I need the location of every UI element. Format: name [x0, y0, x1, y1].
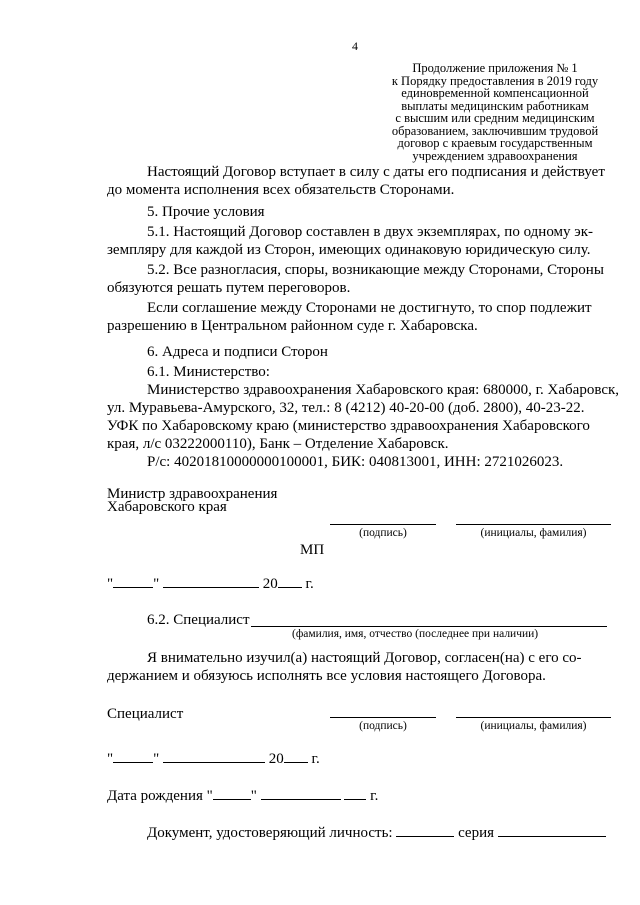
date-year-suffix: г. — [311, 751, 320, 767]
date-month-field[interactable] — [163, 574, 259, 588]
minister-title-line-2: Хабаровского края — [107, 499, 227, 515]
specialist-signature-line[interactable] — [330, 717, 436, 718]
specialist-sign-label: Специалист — [107, 706, 184, 722]
date-year-field[interactable] — [284, 749, 308, 763]
clause-6-1: 6.1. Министерство: — [147, 364, 270, 380]
ministry-address-line-4: края, л/с 03222000110), Банк – Отделение Хабаровск. — [107, 436, 449, 452]
specialist-fio-caption: (фамилия, имя, отчество (последнее при наличии) — [292, 628, 539, 640]
birth-year-suffix: г. — [370, 788, 379, 804]
birth-date — [107, 786, 378, 805]
page-number: 4 — [352, 39, 358, 53]
birth-year-field[interactable] — [344, 786, 366, 800]
date-day-field[interactable] — [113, 749, 153, 763]
birth-month-field[interactable] — [261, 786, 341, 800]
series-label: серия — [458, 825, 495, 841]
intro-line-2: до момента исполнения всех обязательств Сторонами. — [107, 182, 455, 198]
clause-5-1-line-1: 5.1. Настоящий Договор составлен в двух экземплярах, по одному эк- — [147, 224, 593, 240]
date-quote-close: " — [153, 576, 160, 592]
clause-5-1-line-2: земпляру для каждой из Сторон, имеющих одинаковую юридическую силу. — [107, 242, 591, 258]
intro-line-1: Настоящий Договор вступает в силу с даты его подписания и действует — [147, 164, 605, 180]
header-line: Продолжение приложения № 1 — [412, 61, 578, 75]
birth-date-label: Дата рождения — [107, 788, 203, 804]
header-line: с высшим или средним медицинским — [395, 111, 595, 125]
minister-signature-line[interactable] — [330, 524, 436, 525]
clause-5-3-line-2: разрешению в Центральном районном суде г. Хабаровска. — [107, 318, 478, 334]
date-day-field[interactable] — [113, 574, 153, 588]
minister-initials-line[interactable] — [456, 524, 611, 525]
section-5-title: 5. Прочие условия — [147, 204, 265, 220]
ministry-address-line-3: УФК по Хабаровскому краю (министерство здравоохранения Хабаровского — [107, 418, 590, 434]
date-year-suffix: г. — [305, 576, 314, 592]
date-year-prefix: 20 — [262, 576, 278, 592]
birth-quote-open: " — [206, 788, 213, 804]
stamp-placeholder: МП — [300, 542, 325, 558]
specialist-fio-line[interactable] — [251, 626, 607, 627]
identity-document-label: Документ, удостоверяющий личность: — [147, 825, 393, 841]
specialist-signature-caption: (подпись) — [359, 720, 407, 732]
header-line: единовременной компенсационной — [401, 86, 589, 100]
date-quote-close: " — [153, 751, 160, 767]
date-year-field[interactable] — [278, 574, 302, 588]
birth-quote-close: " — [250, 788, 257, 804]
date-year-prefix: 20 — [268, 751, 284, 767]
clause-5-3-line-1: Если соглашение между Сторонами не достигнуто, то спор подлежит — [147, 300, 592, 316]
minister-title-line-1: Министр здравоохранения — [107, 486, 278, 502]
identity-document — [147, 823, 606, 842]
acknowledgement-line-1: Я внимательно изучил(а) настоящий Договор, согласен(на) с его со- — [147, 650, 582, 666]
ministry-address-line-1: Министерство здравоохранения Хабаровского края: 680000, г. Хабаровск, — [147, 382, 620, 398]
series-field[interactable] — [498, 823, 606, 837]
header-line: учреждением здравоохранения — [412, 149, 578, 163]
specialist-initials-line[interactable] — [456, 717, 611, 718]
specialist-label: 6.2. Специалист — [147, 612, 250, 628]
specialist-initials-caption: (инициалы, фамилия) — [480, 720, 587, 732]
ministry-address-line-2: ул. Муравьева-Амурского, 32, тел.: 8 (4212) 40-20-00 (доб. 2800), 40-23-22. — [107, 400, 585, 416]
identity-document-type-field[interactable] — [396, 823, 454, 837]
date-quote-open: " — [107, 751, 114, 767]
birth-day-field[interactable] — [213, 786, 251, 800]
specialist-date — [107, 749, 320, 768]
header-line: образованием, заключившим трудовой — [391, 124, 599, 138]
minister-initials-caption: (инициалы, фамилия) — [480, 527, 587, 539]
section-6-title: 6. Адреса и подписи Сторон — [147, 344, 328, 360]
clause-5-2-line-2: обязуются решать путем переговоров. — [107, 280, 351, 296]
header-line: к Порядку предоставления в 2019 году — [391, 74, 599, 88]
minister-signature-caption: (подпись) — [359, 527, 407, 539]
date-month-field[interactable] — [163, 749, 265, 763]
acknowledgement-line-2: держанием и обязуюсь исполнять все условия настоящего Договора. — [107, 668, 546, 684]
minister-date — [107, 574, 314, 593]
header-line: договор с краевым государственным — [397, 136, 593, 150]
ministry-bank-details: Р/с: 40201810000000100001, БИК: 040813001, ИНН: 2721026023. — [147, 454, 564, 470]
header-line: выплаты медицинским работникам — [401, 99, 589, 113]
clause-5-2-line-1: 5.2. Все разногласия, споры, возникающие между Сторонами, Стороны — [147, 262, 604, 278]
date-quote-open: " — [107, 576, 114, 592]
